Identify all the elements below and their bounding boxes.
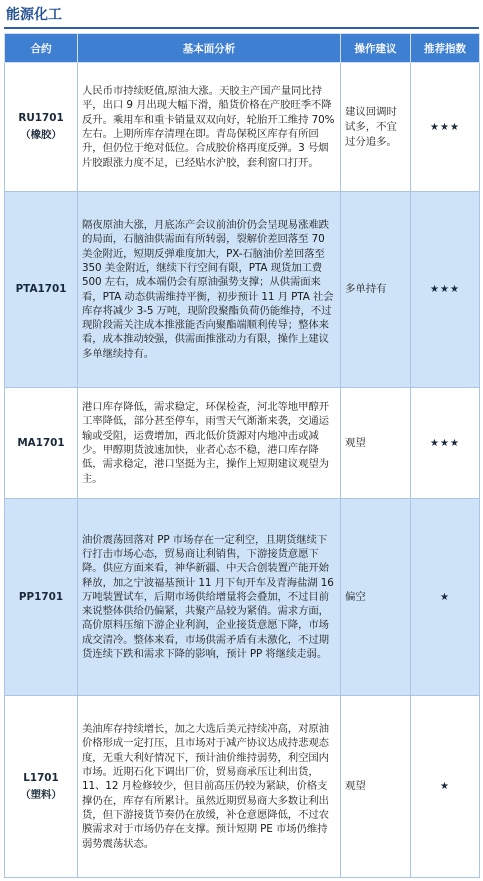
advice-text: 观望 (341, 388, 411, 499)
advice-text: 观望 (341, 696, 411, 878)
rating-stars: ★★★ (411, 192, 480, 388)
rating-stars: ★ (411, 696, 480, 878)
advice-text: 多单持有 (341, 192, 411, 388)
header-rating: 推荐指数 (411, 34, 480, 63)
header-contract: 合约 (5, 34, 78, 63)
contract-cell (5, 192, 78, 388)
table-row-ru1701 (5, 63, 480, 192)
table-row-pp1701 (5, 499, 480, 696)
rating-stars: ★ (411, 499, 480, 696)
title-divider (4, 27, 479, 29)
contract-cell (5, 499, 78, 696)
table-row-l1701 (5, 696, 480, 878)
rating-stars: ★★★ (411, 63, 480, 192)
table-row-pta1701 (5, 192, 480, 388)
contract-code: PTA1701 (15, 283, 67, 295)
rating-stars: ★★★ (411, 388, 480, 499)
contract-code: L1701 (23, 771, 59, 784)
futures-table (4, 33, 480, 878)
contract-cell (5, 696, 78, 878)
advice-text: 建议回调时试多，不宜过分追多。 (341, 63, 411, 192)
contract-cell (5, 63, 78, 192)
contract-code: RU1701 (18, 112, 64, 124)
table-row-ma1701 (5, 388, 480, 499)
contract-name: （塑料） (20, 788, 62, 801)
section-title: 能源化工 (6, 7, 62, 23)
analysis-text: 人民币市持续贬值,原油大涨。天胶主产国产量同比持平，出口 9 月出现大幅下滑，船货价格在产胶旺季不降反升。乘用车和重卡销量双双向好，轮胎开工维持 70%左右。上期所库存清理在即。青岛保税区库存有所回升，但仍位于绝对低位。合成胶价格再度反弹。3 号烟片胶跟涨力度不足，已经贴水沪胶，套利窗口打开。 (78, 63, 341, 192)
analysis-text: 港口库存降低，需求稳定，环保检查，河北等地甲醇开工率降低，部分甚至停车，雨雪天气渐渐来袭，交通运输或受阻，运费增加，西北低价货源对内地冲击或减少。甲醇期货波速加快，业者心态不稳，港口库存降低，需求稳定，港口坚挺为主，操作上短期建议观望为主。 (78, 388, 341, 499)
contract-code: PP1701 (18, 590, 64, 603)
contract-name: （橡胶） (20, 129, 62, 141)
header-analysis: 基本面分析 (78, 34, 341, 63)
analysis-text: 美油库存持续增长，加之大选后美元持续冲高，对原油价格形成一定打压，且市场对于减产协议达成持悲观态度，无重大利好情况下，预计油价维持弱势，利空国内市场。近期石化下调出厂价，贸易商承压让利出货，11、12 月检修较少，但目前高压仍较为紧缺，价格支撑仍在，库存有所累计。虽然近期贸易商大多数让利出货，但下游接货节奏仍在放缓，补仓意愿降低，不过农膜需求对于市场仍存在支撑。预计短期 PE 市场仍维持弱势震荡状态。 (78, 696, 341, 878)
contract-cell (5, 388, 78, 499)
analysis-text: 隔夜原油大涨，月底冻产会议前油价仍会呈现易涨难跌的局面，石脑油供需面有所转弱，裂解价差回落至 70 美金附近，短期反弹难度加大，PX-石脑油价差回落至 350 美金附近，继续下行空间有限，PTA 现货加工费 500 左右，成本端仍会有原油强势支撑；从供需面来看，PTA 动态供需维持平衡，初步预计 11 月 PTA 社会库存将减少 3-5 万吨，现阶段聚酯负荷仍能维持，不过现阶段需关注成本推涨能否向聚酯端顺利传导；整体来看，成本推动较强，供需面推涨动力有限，操作上建议多单继续持有。 (78, 192, 341, 388)
advice-text: 偏空 (341, 499, 411, 696)
table-header-row (5, 34, 480, 63)
header-advice: 操作建议 (341, 34, 411, 63)
contract-code: MA1701 (17, 436, 65, 449)
analysis-text: 油价震荡回落对 PP 市场存在一定利空，且期货继续下行打击市场心态，贸易商让利销售，下游接货意愿下降。供应方面来看，神华新疆、中天合创装置产能开始释放，加之宁波福基预计 11 月下旬开车及青海盐湖 16 万吨装置试车，后期市场供给增量将会叠加，不过目前来说整体供给仍偏紧，共聚产品较为紧俏。需求方面，高价原料压缩下游企业利润，企业接货意愿下降，市场成交清冷。整体来看，市场供需矛盾有未激化，不过期货连续下跌和需求下降的影响，预计 PP 将继续走弱。 (78, 499, 341, 696)
